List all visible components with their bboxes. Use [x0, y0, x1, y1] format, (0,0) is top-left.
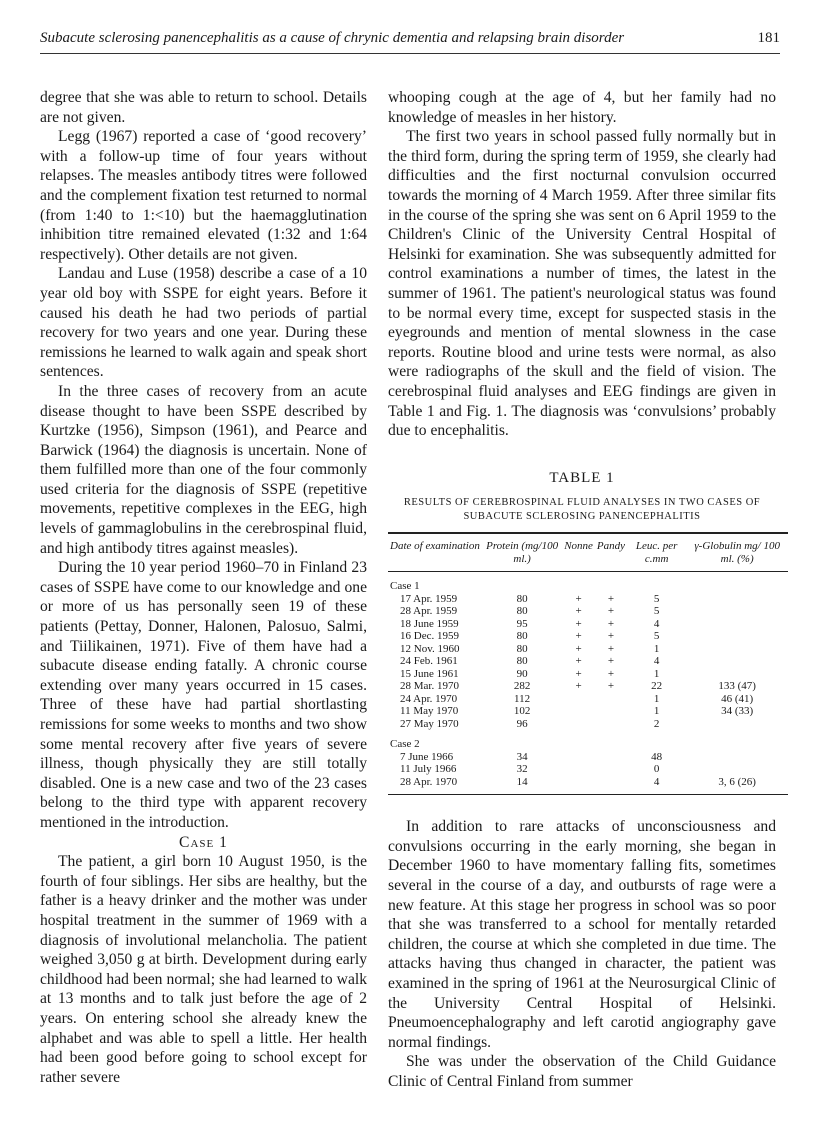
table-cell	[562, 763, 595, 776]
table-cell	[686, 630, 788, 643]
table-cell: 28 Apr. 1970	[388, 776, 482, 795]
table-cell	[562, 776, 595, 795]
table-cell: 4	[627, 776, 686, 795]
table-cell: 80	[516, 592, 528, 605]
table-row	[388, 605, 788, 618]
group-row	[388, 572, 788, 593]
table-cell	[595, 718, 627, 731]
table-caption: RESULTS OF CEREBROSPINAL FLUID ANALYSES IN TWO CASES OF SUBACUTE SCLEROSING PANENCEPHALITIS	[403, 497, 761, 523]
table-cell: 17 Apr. 1959	[400, 592, 458, 605]
table-row	[388, 643, 788, 656]
table-cell: 34	[516, 750, 528, 763]
paragraph: The patient, a girl born 10 August 1950, is the fourth of four siblings. Her sibs are healthy, but the father is a heavy drinker and the mother was under hospital treatment in the summer of 1969 with a diagnosis of involutional melancholia. The patient weighed 3,050 g at birth. Development during early childhood had been normal; she had learned to walk at 13 months and to talk just before the age of 2 years. On entering school she already knew the alphabet and was able to spell a little. Her health had been good before going to school except for rather severe	[40, 853, 367, 1086]
table-cell: 28 Apr. 1959	[400, 605, 458, 618]
table-cell: 3, 6 (26)	[686, 776, 788, 795]
table-cell: 32	[516, 763, 528, 776]
paragraph: whooping cough at the age of 4, but her family had no knowledge of measles in her history.	[388, 89, 776, 126]
table-cell: +	[607, 655, 615, 668]
table-cell: +	[575, 605, 582, 618]
running-header	[40, 30, 780, 54]
table-cell: 90	[516, 667, 528, 680]
table-cell	[595, 763, 627, 776]
table-cell: 95	[516, 617, 528, 630]
table-cell: 27 May 1970	[400, 717, 459, 730]
table-cell: 28 Mar. 1970	[400, 680, 459, 693]
group-row	[388, 730, 788, 751]
paragraph: The first two years in school passed fully normally but in the third form, during the spring term of 1959, she clearly had difficulties and the first nocturnal convulsion occurred towards the morning of 4 March 1959. After three similar fits in the course of the spring she was sent on 6 April 1959 to the Children's Clinic of the University Central Hospital of Helsinki for examination. She was subsequently admitted for control examinations a number of times, the latest in the summer of 1961. The patient's neurological status was found to be normal every time, except for suspected stasis in the eyegrounds and mention of mental slowness in the case reports. Routine blood and urine tests were normal, as also were radiographs of the skull and the field of vision. The cerebrospinal fluid analyses and EEG findings are given in Table 1 and Fig. 1. The diagnosis was ‘convulsions’ probably due to encephalitis.	[388, 128, 776, 440]
table-cell: 14	[482, 776, 562, 795]
paragraph: In addition to rare attacks of unconsciousness and convulsions occurring in the early morning, she began in December 1960 to have momentary falling fits, sometimes several in the course of a day, and outbursts of rage were a new feature. At this stage her progress in school was so poor that she was transferred to a school for mentally retarded children, the course at which she completed in due time. The attacks having thus changed in character, the patient was examined in the spring of 1961 at the Neurosurgical Clinic of the University Central Hospital of Helsinki. Pneumoencephalography and left carotid angiography gave normal findings.	[388, 818, 776, 1051]
table-cell	[686, 668, 788, 681]
table-cell: 2	[653, 717, 660, 730]
table-cell: +	[575, 630, 582, 643]
table-cell	[562, 693, 595, 706]
table-cell	[686, 593, 788, 606]
table-cell	[595, 705, 627, 718]
table-cell	[686, 618, 788, 631]
table-cell: 1	[653, 642, 660, 655]
table-cell: 102	[513, 705, 531, 718]
table-cell: +	[607, 642, 615, 655]
paragraph: Legg (1967) reported a case of ‘good recovery’ with a follow-up time of four years without relapses. The measles antibody titres were followed and the complement fixation test returned to normal (from 1:40 to 1:<10) but the haemagglutination inhibition titre remained elevated (1:32 and 1:64 respectively). Other details are not given.	[40, 128, 367, 263]
column-header: Nonne	[562, 533, 595, 572]
paragraph: In the three cases of recovery from an acute disease thought to have been SSPE described by Kurtzke (1956), Simpson (1961), and Pearce and Barwick (1964) the diagnosis is uncertain. None of them fulfilled more than one of the four commonly used criteria for the diagnosis of SSPE (repetitive movements, repetitive complexes in the EEG, high levels of gammaglobulins in the cerebrospinal fluid, and high antibody titres against measles).	[40, 382, 367, 557]
table-row	[388, 655, 788, 668]
table-cell: +	[607, 605, 615, 618]
table-cell	[686, 763, 788, 776]
csf-table	[388, 532, 788, 795]
table-cell: +	[607, 667, 615, 680]
running-title: Subacute sclerosing panencephalitis as a cause of chrynic dementia and relapsing brain disorder	[40, 30, 625, 46]
paragraph: degree that she was able to return to school. Details are not given.	[40, 89, 367, 126]
table-cell: 7 June 1966	[400, 750, 454, 763]
table-row	[388, 776, 788, 795]
table-row	[388, 705, 788, 718]
table-row	[388, 763, 788, 776]
table-cell: 16 Dec. 1959	[400, 630, 459, 643]
table-row	[388, 693, 788, 706]
table-cell	[595, 751, 627, 764]
table-cell: 5	[653, 630, 660, 643]
table-row	[388, 618, 788, 631]
table-cell: 11 July 1966	[400, 763, 457, 776]
column-header: Pandy	[595, 533, 627, 572]
right-column	[388, 88, 780, 1092]
table-cell: +	[575, 617, 582, 630]
table-cell: 4	[653, 655, 660, 668]
table-cell: 80	[516, 655, 528, 668]
table-cell: +	[607, 680, 615, 693]
table-cell: 80	[516, 630, 528, 643]
table-cell: 0	[653, 763, 660, 776]
table-cell	[595, 693, 627, 706]
table-cell: +	[575, 592, 582, 605]
table-cell	[686, 751, 788, 764]
column-header: γ-Globulin mg/ 100 ml. (%)	[686, 533, 788, 572]
table-cell: +	[607, 630, 615, 643]
table-cell	[686, 718, 788, 731]
paragraph: Landau and Luse (1958) describe a case of a 10 year old boy with SSPE for eight years. Before it caused his death he had two periods of partial recovery for two years and one year. During these remissions he learned to walk again and speak short sentences.	[40, 265, 367, 381]
table-cell: 48	[651, 750, 663, 763]
table-cell: +	[575, 642, 582, 655]
table-cell: 80	[516, 642, 528, 655]
table-cell: 1	[653, 667, 660, 680]
table-row	[388, 680, 788, 693]
table-cell: 22	[651, 680, 663, 693]
left-column	[40, 88, 367, 1087]
table-cell: +	[607, 617, 615, 630]
table-cell: +	[575, 667, 582, 680]
table-cell	[562, 751, 595, 764]
table-cell: 46 (41)	[721, 692, 754, 705]
table-cell: 24 Apr. 1970	[400, 692, 458, 705]
table-cell	[686, 655, 788, 668]
table-cell: +	[607, 592, 615, 605]
table-cell: 80	[516, 605, 528, 618]
table-cell: 133 (47)	[718, 680, 756, 693]
table-cell: 18 June 1959	[400, 617, 459, 630]
table-cell: 5	[653, 605, 660, 618]
paragraph: She was under the observation of the Child Guidance Clinic of Central Finland from summer	[388, 1053, 776, 1090]
column-header: Leuc. per c.mm	[627, 533, 686, 572]
paragraph: During the 10 year period 1960–70 in Finland 23 cases of SSPE have come to our knowledge and one or more of us has personally seen 19 of these patients (Pettay, Donner, Halonen, Palosuo, Salmi, and Tiilikainen, 1971). Five of them have had a subacute disease ending fatally. A chronic course extending over many years occurred in 15 cases. Three of these have had partial shortlasting remissions for some weeks to months and two show some mental recovery after five years of severe illness, though physically they are still totally disabled. One is a new case and two of the 23 cases belong to the third type with apparent recovery mentioned in the introduction.	[40, 559, 367, 831]
table-title: TABLE 1	[549, 469, 615, 486]
page-number: 181	[757, 30, 780, 46]
table-cell: +	[575, 680, 582, 693]
table-cell: +	[575, 655, 582, 668]
table-cell	[562, 718, 595, 731]
table-cell	[595, 776, 627, 795]
column-header: Protein (mg/100 ml.)	[482, 533, 562, 572]
table-cell: 15 June 1961	[400, 667, 459, 680]
table-cell	[686, 643, 788, 656]
table-row	[388, 668, 788, 681]
table-cell	[686, 605, 788, 618]
group-label: Case 1	[390, 580, 420, 593]
section-heading: Case 1	[179, 833, 228, 851]
table-cell: 282	[513, 680, 531, 693]
table-row	[388, 718, 788, 731]
table-cell: 5	[653, 592, 660, 605]
table-cell: 11 May 1970	[400, 705, 459, 718]
table-cell: 112	[514, 692, 531, 705]
table-cell: 1	[653, 705, 660, 718]
table-cell: 12 Nov. 1960	[400, 642, 460, 655]
table-cell: 4	[653, 617, 660, 630]
table-row	[388, 630, 788, 643]
table-cell: 1	[653, 692, 660, 705]
table-row	[388, 593, 788, 606]
column-header: Date of examination	[388, 533, 482, 572]
table-row	[388, 751, 788, 764]
table-cell: 34 (33)	[721, 705, 754, 718]
table-cell: 96	[516, 717, 528, 730]
table-cell: 24 Feb. 1961	[400, 655, 458, 668]
group-label: Case 2	[390, 738, 420, 751]
table-cell	[562, 705, 595, 718]
